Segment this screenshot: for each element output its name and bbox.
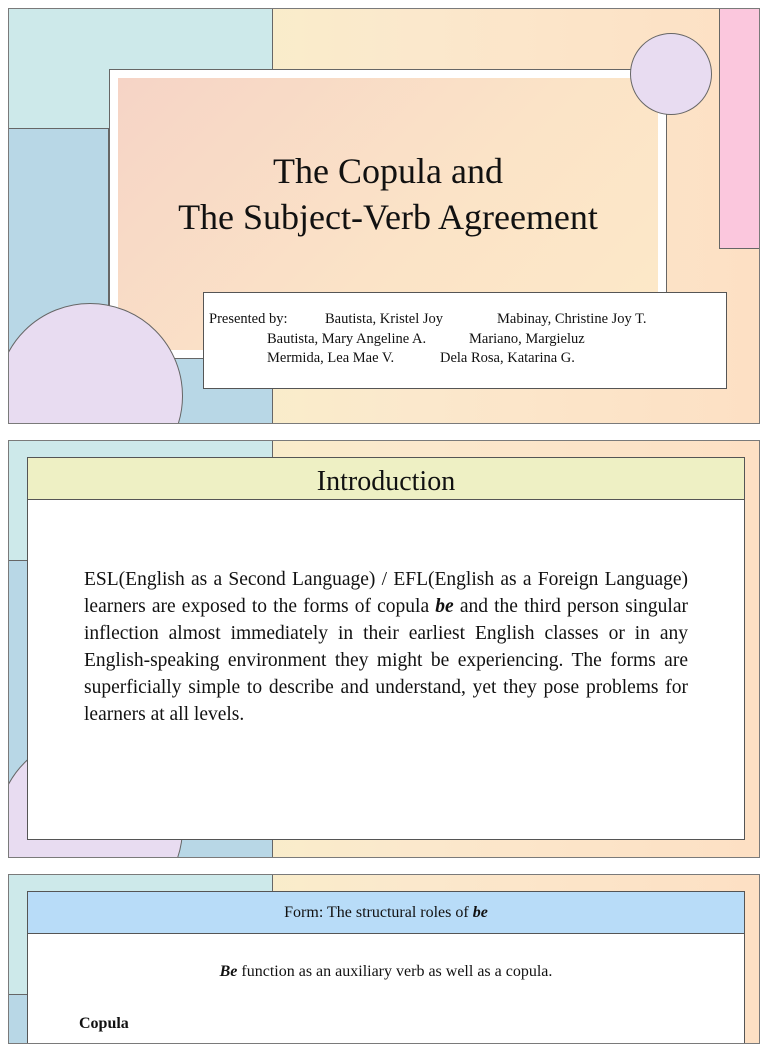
pink-panel	[719, 8, 760, 249]
subheading-copula: Copula	[79, 1015, 129, 1032]
section-heading: Form: The structural roles of be	[28, 892, 744, 934]
presenter-name: Bautista, Mary Angeline A.	[267, 331, 427, 347]
title-line-2: The Subject-Verb Agreement	[178, 197, 598, 237]
section-heading: Introduction	[28, 458, 744, 500]
introduction-slide	[8, 440, 760, 858]
emphasis-be: be	[435, 596, 454, 617]
presenter-name: Mariano, Margieluz	[469, 331, 585, 347]
content-card	[27, 891, 745, 1044]
presenter-name: Bautista, Kristel Joy	[325, 311, 444, 327]
presenter-name: Mermida, Lea Mae V.	[267, 350, 395, 366]
intro-paragraph: ESL(English as a Second Language) / EFL(English as a Foreign Language) learners are exposed to the forms of copula be and the third person singular inflection almost immediately in their earliest English classes or in any English-speaking environment they might be experiencing. The forms are superficially simple to describe and understand, yet they pose problems for learners at all levels.	[84, 569, 688, 725]
definition-line: Be function as an auxiliary verb as well as a copula.	[219, 963, 553, 980]
presenters-box	[203, 292, 727, 389]
decorative-circle	[630, 33, 712, 115]
content-card	[27, 457, 745, 840]
form-slide	[8, 874, 760, 1044]
emphasis-be: Be	[219, 963, 238, 980]
presented-by-label: Presented by:	[209, 311, 288, 327]
presenter-name: Mabinay, Christine Joy T.	[497, 311, 647, 327]
slide-title	[118, 148, 658, 240]
title-slide	[8, 8, 760, 424]
emphasis-be: be	[472, 904, 488, 921]
title-line-1: The Copula and	[273, 151, 503, 191]
presenter-name: Dela Rosa, Katarina G.	[440, 350, 575, 366]
